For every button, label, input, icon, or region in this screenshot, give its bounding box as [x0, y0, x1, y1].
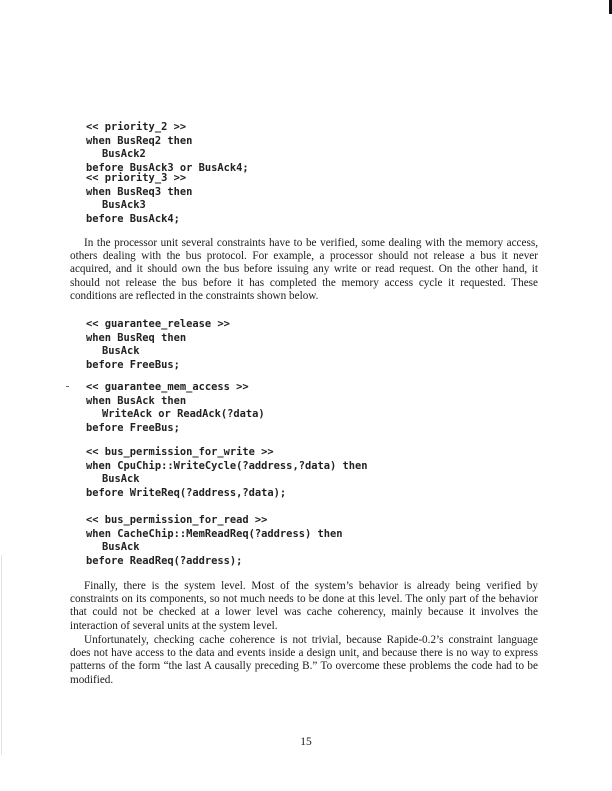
- code-line: << guarantee_mem_access >>: [86, 381, 249, 393]
- code-line: << bus_permission_for_write >>: [86, 446, 274, 458]
- scan-artifact-line: [1, 555, 2, 755]
- paragraph-cache-coherence: Unfortunately, checking cache coherence is not trivial, because Rapide-0.2’s constraint language does not have access to the data and events inside a design unit, and because there is no way to express patterns of the form “the last A causally preceding B.” To overcome these problems the code had to be modified.: [70, 634, 538, 686]
- code-line: BusAck2: [102, 148, 146, 160]
- scan-artifact-dot: [66, 386, 69, 387]
- code-line: BusAck3: [102, 199, 146, 211]
- page-number: 15: [300, 736, 312, 748]
- code-line: BusAck: [102, 345, 140, 357]
- code-line: BusAck: [102, 473, 140, 485]
- code-line: before ReadReq(?address);: [86, 554, 243, 567]
- code-line: before FreeBus;: [86, 421, 180, 434]
- code-block-priority-2: [86, 121, 249, 175]
- code-line: before BusAck3 or BusAck4;: [86, 161, 249, 174]
- code-line: when BusReq then: [86, 331, 187, 344]
- paragraph-system-level: Finally, there is the system level. Most of the system’s behavior is already being verified by constraints on its components, so not much needs to be done at this level. The only part of the behavior that could not be checked at a lower level was cache coherency, mainly because it involves the interaction of several units at the system level.: [70, 580, 538, 632]
- code-line: BusAck: [102, 541, 140, 553]
- code-line: before BusAck4;: [86, 212, 180, 225]
- code-block-bus-permission-read: [86, 514, 342, 568]
- code-line: when BusReq2 then: [86, 134, 193, 147]
- code-line: << bus_permission_for_read >>: [86, 514, 268, 526]
- code-line: << guarantee_release >>: [86, 318, 230, 330]
- code-line: when BusReq3 then: [86, 185, 193, 198]
- code-block-guarantee-mem-access: [86, 381, 265, 435]
- code-line: when CpuChip::WriteCycle(?address,?data) then: [86, 459, 368, 472]
- code-line: before WriteReq(?address,?data);: [86, 486, 287, 499]
- code-line: WriteAck or ReadAck(?data): [102, 408, 265, 420]
- code-line: << priority_2 >>: [86, 121, 187, 133]
- paragraph-processor-unit: In the processor unit several constraints have to be verified, some dealing with the memory access, others dealing with the bus protocol. For example, a processor should not release a bus it never acquired, and it should own the bus before issuing any write or read request. On the other hand, it should not release the bus before it has completed the memory access cycle it requested. These conditions are reflected in the constraints shown below.: [70, 237, 538, 302]
- code-block-guarantee-release: [86, 318, 230, 372]
- code-line: << priority_3 >>: [86, 172, 187, 184]
- code-line: before FreeBus;: [86, 358, 180, 371]
- code-block-bus-permission-write: [86, 446, 368, 500]
- code-line: when BusAck then: [86, 394, 187, 407]
- code-line: when CacheChip::MemReadReq(?address) then: [86, 527, 343, 540]
- code-block-priority-3: [86, 172, 192, 226]
